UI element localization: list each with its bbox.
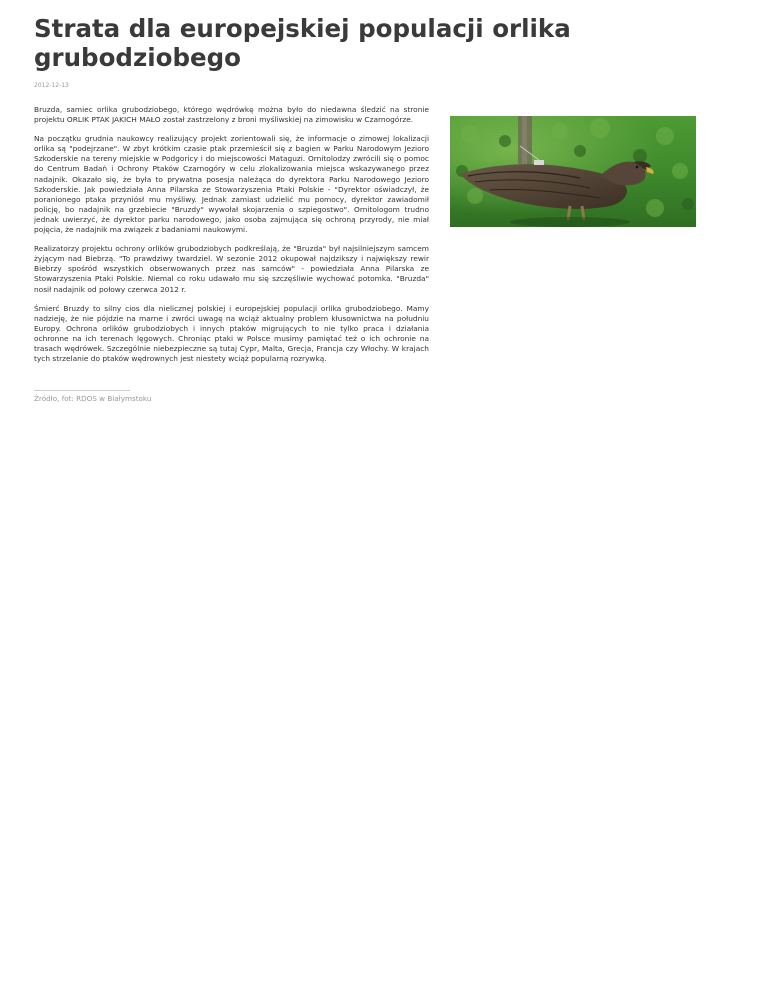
article-paragraph-3: Realizatorzy projektu ochrony orlików grubodziobych podkreślają, że "Bruzda" był najsilniejszym samcem żyjącym nad Biebrzą. "To prawdziwy twardziel. W sezonie 2012 okupował najdzikszy i największy rewir Biebrzy spośród wszystkich obserwowanych przez nas samców" - powiedziała Anna Pilarska ze Stowarzyszenia Ptaki Polskie. Niemal co roku udawało mu się szczęśliwie wychować potomka. "Bruzda" nosił nadajnik od połowy czerwca 2012 r. (34, 244, 429, 294)
article-content (34, 105, 734, 404)
article-date: 2012-12-13 (34, 82, 69, 89)
article-paragraph-2: Na początku grudnia naukowcy realizujący projekt zorientowali się, że informacje o zimowej lokalizacji orlika są "podejrzane". W zbyt krótkim czasie ptak przemieścił się z bagien w Parku Narodowym Jezioro Szkoderskie na tereny miejskie w Podgoricy i do miejscowości Mataguzi. Ornitolodzy zwrócili się o pomoc do Centrum Badań i Ochrony Ptaków Czarnogóry w celu zlokalizowania miejsca wskazywanego przez nadajnik. Okazało się, że była to prywatna posesja należąca do dyrektora Parku Narodowego Jezioro Szkoderskie. Jak powiedziała Anna Pilarska ze Stowarzyszenia Ptaki Polskie - "Dyrektor oświadczył, że poranionego ptaka przyniósł mu myśliwy. Jednak zamiast udzielić mu pomocy, dyrektor zawiadomił policję, bo nadajnik na grzebiecie "Bruzdy" wywołał skojarzenia o szpiegostwo". Ornitologom trudno jednak uwierzyć, że dyrektor parku narodowego, jako osoba zajmująca się ochroną przyrody, nie miał pojęcia, że nadajnik ma związek z badaniami naukowymi. (34, 134, 429, 235)
eagle-photo (450, 116, 696, 227)
article-paragraph-4: Śmierć Bruzdy to silny cios dla nielicznej polskiej i europejskiej populacji orlika grubodziobego. Mamy nadzieję, że nie pójdzie na marne i zwróci uwagę na wciąż aktualny problem kłusownictwa na południu Europy. Ochrona orlików grubodziobych i innych ptaków migrujących to nie tylko praca i działania ochronne na ich terenach lęgowych. Chroniąc ptaki w Polsce musimy pamiętać też o ich ochronie na trasach wędrówek. Szczególnie niebezpieczne są tutaj Cypr, Malta, Grecja, Francja czy Włochy. W krajach tych strzelanie do ptaków wędrownych jest niestety wciąż popularną rozrywką. (34, 303, 429, 364)
source-block (34, 390, 152, 404)
article-body (34, 105, 429, 364)
article-paragraph-1: Bruzda, samiec orlika grubodziobego, którego wędrówkę można było do niedawna śledzić na stronie projektu ORLIK PTAK JAKICH MAŁO został zastrzelony z broni myśliwskiej na zimowisku w Czarnogórze. (34, 105, 429, 125)
article-title: Strata dla europejskiej populacji orlika grubodziobego (34, 14, 571, 72)
article (34, 14, 734, 404)
source-credit: Źródło, fot: RDOS w Białymstoku (34, 394, 152, 404)
